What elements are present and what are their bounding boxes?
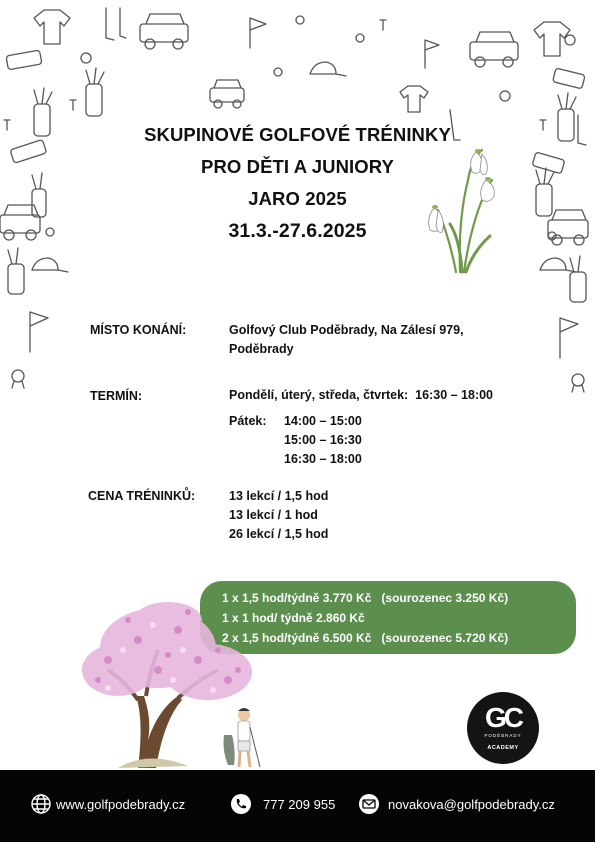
phone-link[interactable]: 777 209 955	[263, 797, 336, 812]
golf-flag-icon	[30, 312, 48, 352]
logo-monogram: GC	[485, 702, 521, 733]
friday-slot: 14:00 – 15:00	[284, 414, 362, 428]
golf-bag-icon	[8, 248, 24, 294]
price-option: 13 lekcí / 1,5 hod	[229, 489, 329, 503]
golf-cart-icon	[470, 32, 518, 67]
schedule-friday-label: Pátek:	[229, 414, 267, 428]
email-link[interactable]: novakova@golfpodebrady.cz	[388, 797, 555, 812]
title-line-1: SKUPINOVÉ GOLFOVÉ TRÉNINKY	[144, 124, 451, 145]
friday-slot: 15:00 – 16:30	[284, 433, 362, 447]
golf-flag-icon	[250, 18, 266, 48]
golf-flag-icon	[425, 40, 439, 68]
venue-label: MÍSTO KONÁNÍ:	[90, 323, 187, 337]
golf-flag-icon	[560, 318, 578, 358]
friday-slot: 16:30 – 18:00	[284, 452, 362, 466]
snowdrop-flower-illustration	[420, 140, 520, 275]
venue-address-line-1: Golfový Club Poděbrady, Na Zálesí 979,	[229, 323, 464, 337]
venue-address	[229, 321, 464, 359]
golf-shirt-icon	[400, 86, 428, 112]
golf-shirt-icon	[34, 10, 70, 44]
price-line: 1 x 1,5 hod/týdně 3.770 Kč (sourozenec 3.250 Kč)	[222, 591, 509, 605]
golf-sign-icon	[553, 68, 585, 89]
golf-cart-icon	[140, 14, 188, 49]
golf-cap-icon	[32, 258, 68, 272]
golf-sign-icon	[6, 50, 42, 70]
price-option: 26 lekcí / 1,5 hod	[229, 527, 329, 541]
price-option: 13 lekcí / 1 hod	[229, 508, 318, 522]
golf-cart-icon	[210, 80, 244, 108]
email-icon	[358, 793, 380, 815]
price-line: 1 x 1 hod/ týdně 2.860 Kč	[222, 611, 365, 625]
price-label: CENA TRÉNINKŮ:	[88, 489, 196, 503]
schedule-friday-slots	[284, 412, 362, 469]
title-line-3: JARO 2025	[248, 188, 347, 209]
globe-icon	[30, 793, 52, 815]
title-dates: 31.3.-27.6.2025	[228, 220, 367, 242]
title-line-2: PRO DĚTI A JUNIORY	[201, 156, 394, 177]
golfer-illustration	[220, 705, 266, 771]
golf-bag-icon	[570, 256, 586, 302]
price-options	[229, 487, 328, 544]
phone-icon	[230, 793, 252, 815]
website-link[interactable]: www.golfpodebrady.cz	[56, 797, 186, 812]
gc-academy-logo	[467, 692, 539, 764]
price-line: 2 x 1,5 hod/týdně 6.500 Kč (sourozenec 5.720 Kč)	[222, 631, 509, 645]
schedule-weekdays: Pondělí, úterý, středa, čtvrtek: 16:30 – 18:00	[229, 388, 494, 402]
golf-bag-icon	[86, 68, 104, 116]
golf-club-icon	[106, 8, 126, 40]
golf-cap-icon	[310, 62, 346, 76]
venue-address-line-2: Poděbrady	[229, 342, 294, 356]
logo-city: PODĚBRADY	[484, 733, 522, 738]
logo-academy: ACADEMY	[487, 745, 519, 751]
schedule-label: TERMÍN:	[90, 389, 143, 403]
